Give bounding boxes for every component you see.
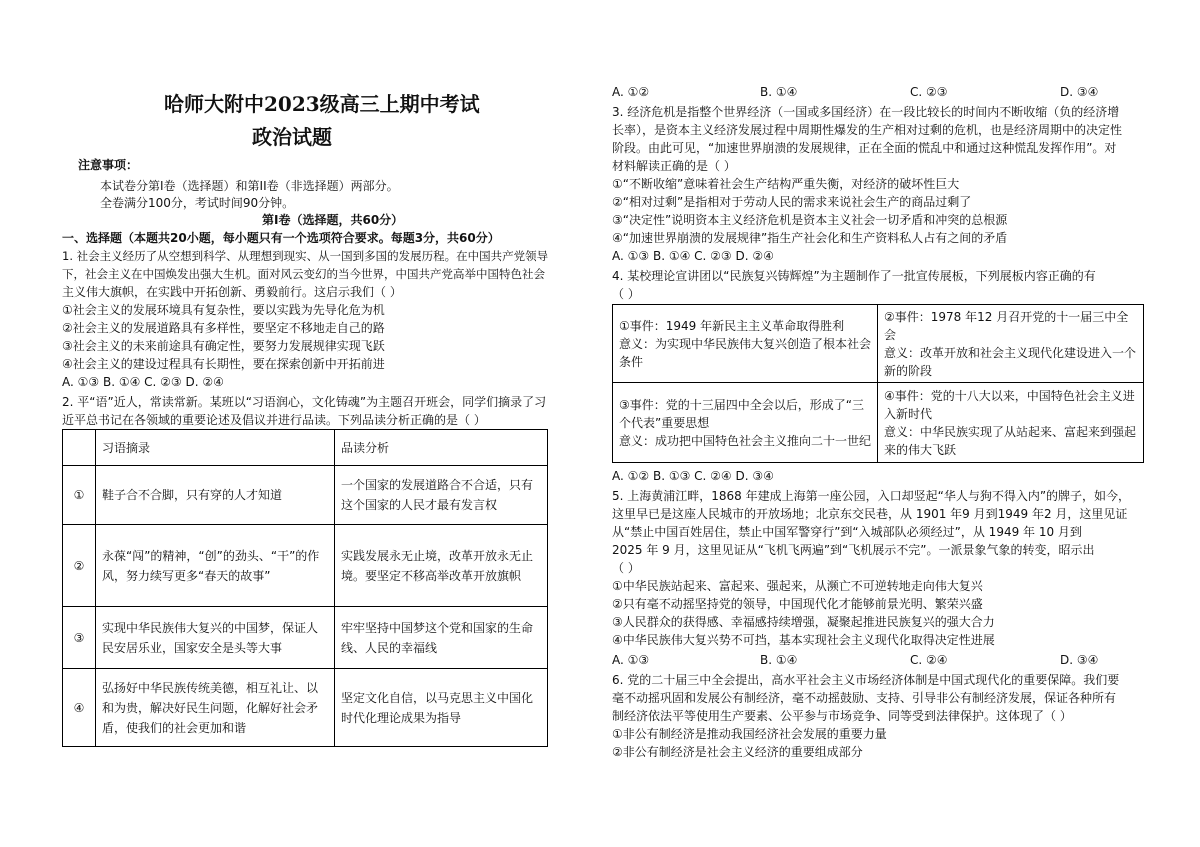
q5-line: ②只有毫不动摇坚持党的领导，中国现代化才能够前景光明、繁荣兴盛 [612,597,983,611]
option-c: C. ②④ [910,653,948,667]
q5-options [612,652,1144,668]
q5-line: ③人民群众的获得感、幸福感持续增强，凝聚起推进民族复兴的强大合力 [612,615,995,629]
q3-line: ①“不断收缩”意味着社会生产结构严重失衡，对经济的破坏性巨大 [612,177,960,191]
option-a: A. ①② [612,85,650,99]
row-number: ① [63,466,96,525]
q1-line: 下，社会主义在中国焕发出强大生机。面对风云变幻的当今世界，中国共产党高举中国特色社会 [62,267,545,281]
q2-line: 2. 平“语”近人，常读常新。某班以“习语润心，文化铸魂”为主题召开班会，同学们摘录了习 [62,395,547,409]
quote-cell: 弘扬好中华民族传统美德，相互礼让、以和为贵，解决好民生问题，化解好社会矛盾，使我们的社会更加和谐 [96,669,335,747]
row-number: ③ [63,607,96,669]
exhibit-significance: 意义：中华民族实现了从站起来、富起来到强起来的伟大飞跃 [884,424,1137,457]
table-row [63,607,548,669]
notice-label: 注意事项： [78,158,139,172]
q3-line: 材料解读正确的是（ ） [612,159,736,173]
exhibit-significance: 意义：成功把中国特色社会主义推向二十一世纪 [619,433,872,448]
exam-subtitle: 政治试题 [252,125,332,149]
exhibit-event: ④事件：党的十八大以来，中国特色社会主义进入新时代 [884,388,1135,421]
option-d: D. ③④ [1060,85,1099,99]
table-row [63,525,548,607]
q5-line: （ ） [612,561,640,575]
q1-line: 1. 社会主义经历了从空想到科学、从理想到现实、从一国到多国的发展历程。在中国共产党领导 [62,249,549,263]
exhibit-cell [878,305,1144,383]
analysis-cell: 一个国家的发展道路合不合适，只有这个国家的人民才最有发言权 [335,466,548,525]
q3-line: 阶段。由此可见，“加速世界崩溃的发展规律，正在全面的慌乱中和通过这种慌乱发挥作用”。对 [612,141,1117,155]
option-d: D. ③④ [1060,653,1099,667]
table-row [613,383,1144,463]
quote-cell: 鞋子合不合脚，只有穿的人才知道 [96,466,335,525]
table-row [63,669,548,747]
q3-line: ②“相对过剩”是指相对于劳动人民的需求来说社会生产的商品过剩了 [612,195,972,209]
analysis-cell: 实践发展永无止境，改革开放永无止境。要坚定不移高举改革开放旗帜 [335,525,548,607]
q4-line: （ ） [612,287,640,301]
q5-line: 5. 上海黄浦江畔，1868 年建成上海第一座公园，入口却竖起“华人与狗不得入内”的牌子，如今， [612,489,1131,503]
option-c: C. ②③ [910,85,948,99]
q3-line: ③“决定性”说明资本主义经济危机是资本主义社会一切矛盾和冲突的总根源 [612,213,1008,227]
option-b: B. ①④ [760,653,798,667]
q4-options: A. ①② B. ①③ C. ②④ D. ③④ [612,469,774,483]
q4-line: 4. 某校理论宣讲团以“民族复兴铸辉煌”为主题制作了一批宣传展板，下列展板内容正确的有 [612,269,1096,283]
exhibit-significance: 意义：改革开放和社会主义现代化建设进入一个新的阶段 [884,345,1137,378]
exhibit-significance: 意义：为实现中华民族伟大复兴创造了根本社会条件 [619,336,872,369]
q3-line: ④“加速世界崩溃的发展规律”指生产社会化和生产资料私人占有之间的矛盾 [612,231,1008,245]
section-heading: 一、选择题（本题共20小题，每小题只有一个选项符合要求。每题3分，共60分） [62,231,500,245]
exhibit-cell [613,305,878,383]
q5-line: ④中华民族伟大复兴势不可挡，基本实现社会主义现代化取得决定性进展 [612,633,995,647]
analysis-cell: 坚定文化自信，以马克思主义中国化时代化理论成果为指导 [335,669,548,747]
exam-title: 哈师大附中2023级高三上期中考试 [164,92,480,116]
exhibit-event: ②事件：1978 年12 月召开党的十一届三中全会 [884,309,1129,342]
q1-line: ②社会主义的发展道路具有多样性，要坚定不移地走自己的路 [62,321,385,335]
table-row [613,305,1144,383]
q6-line: 制经济依法平等使用生产要素、公平参与市场竞争、同等受到法律保护。这体现了（ ） [612,709,1072,723]
q1-line: ④社会主义的建设过程具有长期性，要在探索创新中开拓前进 [62,357,385,371]
q1-options: A. ①③ B. ①④ C. ②③ D. ②④ [62,375,224,389]
quote-analysis-table [62,429,548,747]
row-number: ④ [63,669,96,747]
exhibit-cell [613,383,878,463]
notice-line-1: 本试卷分第I卷（选择题）和第II卷（非选择题）两部分。 [100,179,399,193]
q5-line: 这里早已是这座人民城市的开放场地；北京东交民巷，从 1901 年9 月到1949 年2 月，这里见证 [612,507,1128,521]
quote-cell: 实现中华民族伟大复兴的中国梦，保证人民安居乐业，国家安全是头等大事 [96,607,335,669]
part1-title: 第I卷（选择题，共60分） [262,213,404,227]
q6-line: ②非公有制经济是社会主义经济的重要组成部分 [612,745,863,759]
notice-line-2: 全卷满分100分，考试时间90分钟。 [100,196,295,210]
q1-line: ①社会主义的发展环境具有复杂性，要以实践为先导化危为机 [62,303,385,317]
table-row [63,466,548,525]
q5-line: 从“禁止中国百姓居住，禁止中国军警穿行”到“入城部队必须经过”，从 1949 年 10 月到 [612,525,1082,539]
q3-line: 长率），是资本主义经济发展过程中周期性爆发的生产相对过剩的危机，也是经济周期中的决定性 [612,123,1123,137]
q6-line: ①非公有制经济是推动我国经济社会发展的重要力量 [612,727,887,741]
table-header-row [63,430,548,466]
option-b: B. ①④ [760,85,798,99]
row-number: ② [63,525,96,607]
analysis-cell: 牢牢坚持中国梦这个党和国家的生命线、人民的幸福线 [335,607,548,669]
exhibit-event: ①事件：1949 年新民主主义革命取得胜利 [619,318,845,333]
q3-line: 3. 经济危机是指整个世界经济（一国或多国经济）在一段比较长的时间内不断收缩（负的经济增 [612,105,1120,119]
q1-line: ③社会主义的未来前途具有确定性，要努力发展规律实现飞跃 [62,339,385,353]
table-header-cell: 品读分析 [335,430,548,466]
table-header-cell [63,430,96,466]
option-a: A. ①③ [612,653,650,667]
exhibit-board-table [612,304,1144,463]
q6-line: 毫不动摇巩固和发展公有制经济，毫不动摇鼓励、支持、引导非公有制经济发展，保证各种所有 [612,691,1117,705]
quote-cell: 永葆“闯”的精神，“创”的劲头、“干”的作风，努力续写更多“春天的故事” [96,525,335,607]
q2-line: 近平总书记在各领域的重要论述及倡议并进行品读。下列品读分析正确的是（ ） [62,413,486,427]
exhibit-event: ③事件：党的十三届四中全会以后，形成了“三个代表”重要思想 [619,397,864,430]
q5-line: 2025 年 9 月，这里见证从“飞机飞两遍”到“飞机展示不完”。一派景象气象的转变，昭示出 [612,543,1095,557]
q5-line: ①中华民族站起来、富起来、强起来，从濒亡不可逆转地走向伟大复兴 [612,579,983,593]
exhibit-cell [878,383,1144,463]
q1-line: 主义伟大旗帜，在实践中开拓创新、勇毅前行。这启示我们（ ） [62,285,402,299]
table-header-cell: 习语摘录 [96,430,335,466]
q2-options [612,84,1144,100]
q6-line: 6. 党的二十届三中全会提出，高水平社会主义市场经济体制是中国式现代化的重要保障。我们要 [612,673,1120,687]
q3-options: A. ①③ B. ①④ C. ②③ D. ②④ [612,249,774,263]
